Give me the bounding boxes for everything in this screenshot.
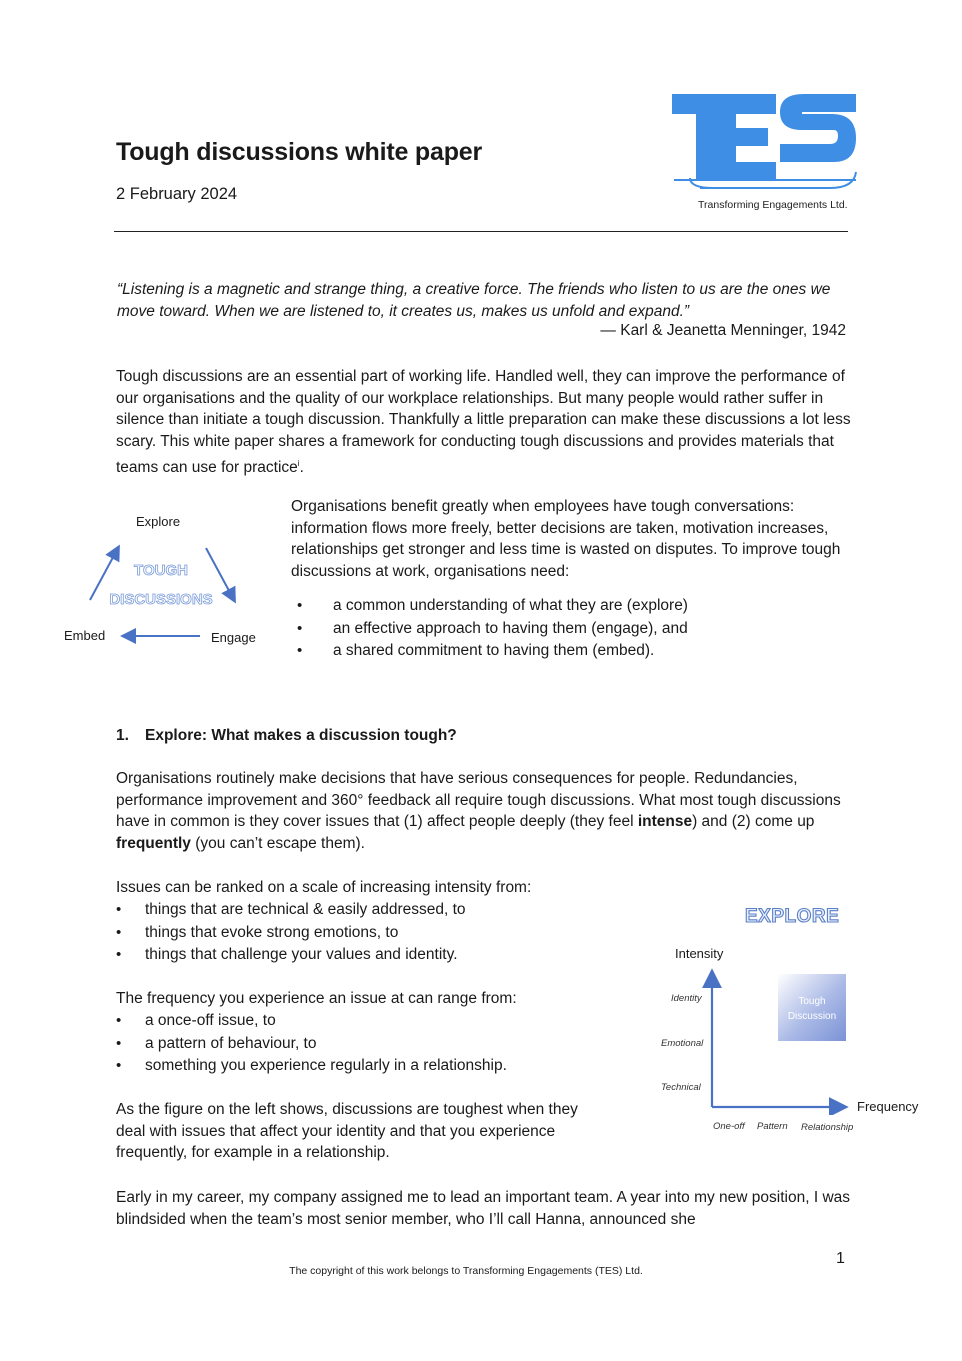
y-axis-title: Intensity	[675, 946, 724, 961]
list-item: • a pattern of behaviour, to	[116, 1033, 636, 1056]
section-paragraph: Organisations routinely make decisions that have serious consequences for people. Redundancies, performance improvement and 360° feedback all require tough discussions. What most tough discussions have in common is they cover issues that (1) affect people deeply (they feel intense) and (2) come up frequently (you can’t escape them).	[116, 770, 841, 853]
x-level-pattern: Pattern	[757, 1121, 788, 1132]
page-number: 1	[836, 1250, 845, 1267]
cycle-label-embed: Embed	[64, 628, 106, 643]
quote-attribution: — Karl & Jeanetta Menninger, 1942	[600, 322, 846, 339]
benefits-list	[291, 595, 851, 663]
opening-quote: “Listening is a magnetic and strange thing, a creative force. The friends who listen to us are the ones we move toward. When we are listened to, it creates us, makes us unfold and expand.”	[117, 281, 831, 320]
list-item: • things that evoke strong emotions, to	[116, 922, 636, 945]
copyright-footer: The copyright of this work belongs to Transforming Engagements (TES) Ltd.	[289, 1265, 643, 1277]
tough-discussion-label: Tough Discussion	[787, 996, 837, 1022]
list-item: • an effective approach to having them (engage), and	[291, 618, 851, 641]
cycle-center-label: TOUGH DISCUSSIONS	[109, 562, 213, 608]
frequency-list	[116, 1010, 636, 1078]
list-item: • a common understanding of what they are (explore)	[291, 595, 851, 618]
logo-caption: Transforming Engagements Ltd.	[698, 199, 848, 211]
story-paragraph: Early in my career, my company assigned me to lead an important team. A year into my new position, I was blindsided when the team’s most senior member, who I’ll call Hanna, announced she	[116, 1189, 851, 1228]
footnote-marker[interactable]: i	[297, 458, 300, 468]
tes-logo	[670, 92, 858, 192]
benefits-paragraph: Organisations benefit greatly when employees have tough conversations: information flows more freely, better decisions are taken, motivation increases, relationships get stronger and less time is wasted on disputes. To improve tough discussions at work, organisations need:	[291, 498, 841, 581]
x-level-relationship: Relationship	[801, 1122, 854, 1133]
y-level-technical: Technical	[661, 1082, 701, 1093]
document-date: 2 February 2024	[116, 185, 238, 203]
list-item: • things that challenge your values and identity.	[116, 944, 636, 967]
x-axis-title: Frequency	[857, 1099, 919, 1114]
frequency-intro: The frequency you experience an issue at can range from:	[116, 990, 517, 1007]
list-item: • things that are technical & easily addressed, to	[116, 899, 636, 922]
intensity-intro: Issues can be ranked on a scale of increasing intensity from:	[116, 879, 532, 896]
figure-conclusion: As the figure on the left shows, discussions are toughest when they deal with issues that affect your identity and that you experience frequently, for example in a relationship.	[116, 1101, 578, 1162]
list-item: • a once-off issue, to	[116, 1010, 636, 1033]
document-title: Tough discussions white paper	[116, 138, 483, 166]
cycle-label-explore: Explore	[136, 514, 181, 529]
cycle-label-engage: Engage	[211, 630, 256, 645]
list-item: • something you experience regularly in a relationship.	[116, 1055, 636, 1078]
header-divider	[114, 231, 848, 232]
explore-axes	[700, 965, 850, 1115]
intensity-list	[116, 899, 636, 967]
intro-paragraph: Tough discussions are an essential part of working life. Handled well, they can improve the performance of our organisations and the quality of our workplace relationships. But many people would rather suffer in silence than initiate a tough discussion. Thankfully a little preparation can make these discussions a lot less scary. This white paper shares a framework for conducting tough discussions and provides materials that teams can use for practice$^i$.	[116, 368, 851, 476]
y-level-identity: Identity	[671, 993, 702, 1004]
y-level-emotional: Emotional	[661, 1038, 704, 1049]
explore-figure-title: EXPLORE	[745, 906, 840, 927]
x-level-one-off: One-off	[713, 1121, 745, 1132]
section-heading: 1. Explore: What makes a discussion tough?	[116, 727, 457, 744]
list-item: • a shared commitment to having them (embed).	[291, 640, 851, 663]
